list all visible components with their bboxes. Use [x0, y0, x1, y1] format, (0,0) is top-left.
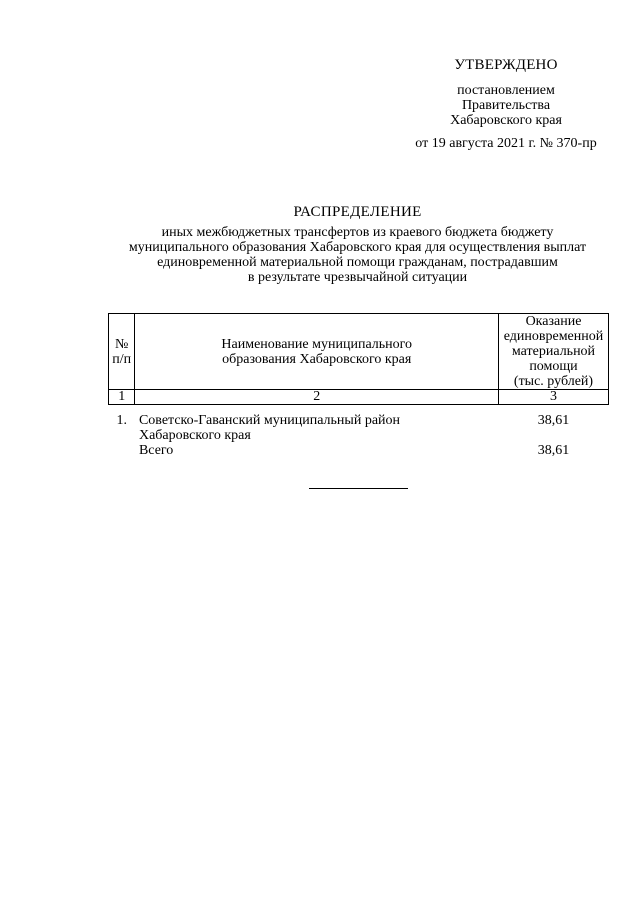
approval-line-2: Правительства: [461, 98, 551, 113]
closing-divider: [309, 488, 408, 489]
subtitle-line-3: единовременной материальной помощи гражданам, пострадавшим: [157, 255, 558, 270]
approval-line-3: Хабаровского края: [450, 113, 562, 128]
total-row: [109, 443, 609, 458]
header-number-line-1: №: [115, 336, 129, 352]
header-name-line-1: Наименование муниципального: [221, 336, 413, 352]
total-label: Всего: [138, 443, 174, 458]
column-number-1: 1: [109, 390, 135, 405]
column-number-row: [109, 390, 609, 405]
header-aid-line-1: Оказание: [525, 314, 582, 329]
row-value: 38,61: [537, 413, 570, 428]
header-aid-amount: [499, 314, 609, 390]
header-aid-line-2: единовременной: [503, 329, 604, 344]
row-index: 1.: [116, 413, 127, 428]
table-header-row: [109, 314, 609, 390]
approval-line-1: постановлением: [457, 83, 555, 98]
approval-heading: УТВЕРЖДЕНО: [454, 57, 558, 73]
subtitle-line-1: иных межбюджетных трансфертов из краевого бюджета бюджету: [161, 225, 554, 240]
row-municipality-name: [135, 405, 499, 444]
header-name-line-2: образования Хабаровского края: [222, 351, 412, 367]
total-value: 38,61: [537, 443, 570, 458]
table-row: [109, 405, 609, 444]
header-number-line-2: п/п: [112, 351, 132, 367]
approval-date: от 19 августа 2021 г. № 370-пр: [415, 136, 597, 151]
header-number: [109, 314, 135, 390]
row-name-line-2: Хабаровского края: [138, 428, 251, 443]
document-title: РАСПРЕДЕЛЕНИЕ: [293, 204, 422, 220]
header-aid-line-3: материальной: [511, 344, 596, 359]
distribution-table: [108, 313, 609, 458]
header-aid-line-4: помощи: [529, 359, 578, 374]
column-number-3: 3: [499, 390, 609, 405]
row-name-line-1: Советско-Гаванский муниципальный район: [138, 413, 401, 428]
header-aid-line-5: (тыс. рублей): [513, 374, 594, 389]
subtitle-line-4: в результате чрезвычайной ситуации: [247, 270, 468, 285]
header-municipality-name: [135, 314, 499, 390]
document-title-block: [90, 205, 625, 285]
total-empty-cell: [109, 443, 135, 458]
approval-stamp: [390, 58, 622, 151]
column-number-2: 2: [135, 390, 499, 405]
subtitle-line-2: муниципального образования Хабаровского края для осуществления выплат: [128, 240, 587, 255]
